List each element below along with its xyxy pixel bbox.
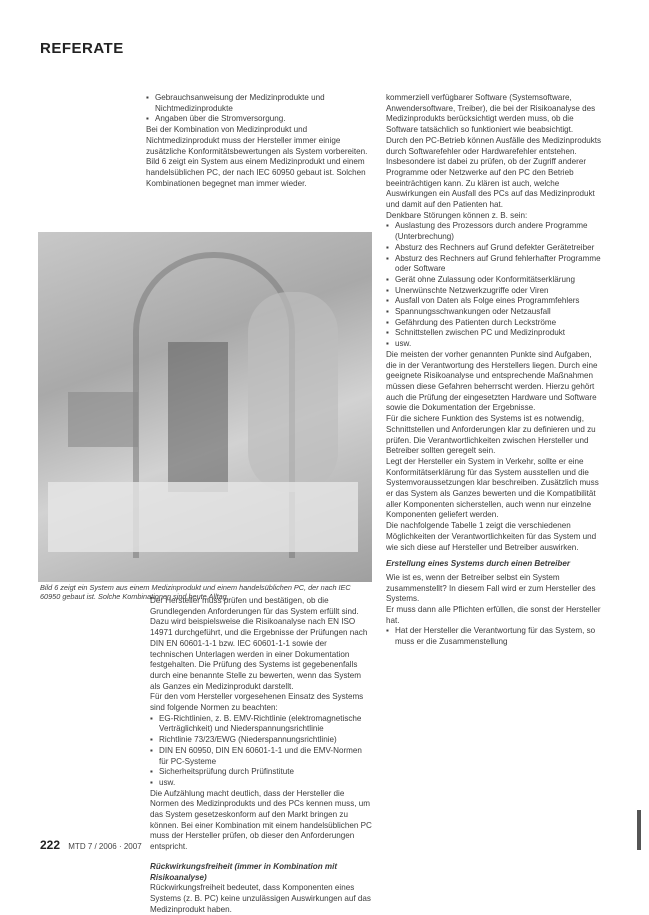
bullet-list [146,93,372,125]
section-label: REFERATE [40,40,124,57]
left-column-bottom [150,596,372,915]
section-heading: Rückwirkungsfreiheit (immer in Kombination mit Risikoanalyse) [150,861,338,882]
paragraph: Wie ist es, wenn der Betreiber selbst ein System zusammenstellt? In diesem Fall wird er zum Hersteller des Systems. [386,572,596,604]
list-item: ▪ Auslastung des Prozessors durch andere Programme (Unterbrechung) [386,221,604,242]
monitor-shape [68,392,138,447]
list-item: ▪ Hat der Hersteller die Verantwortung für das System, so muss er die Zusammenstellung [386,626,604,647]
list-item: ▪ Angaben über die Stromversorgung. [146,114,372,125]
list-item: ▪ usw. [386,339,604,350]
section-heading: Erstellung eines Systems durch einen Betreiber [386,559,570,569]
bullet-list [386,626,604,647]
list-item: ▪ Ausfall von Daten als Folge eines Programmfehlers [386,296,604,307]
list-item: ▪ Sicherheitsprüfung durch Prüfinstitute [150,767,372,778]
paragraph: kommerziell verfügbarer Software (Systemsoftware, Anwendersoftware, Treiber), die bei der Risikoanalyse des Medizinprodukts berücksichtigt werden muss, ob die Software tatsächlich so funktioniert wie beabsichtigt. [386,93,596,135]
paragraph: Die Aufzählung macht deutlich, dass der Hersteller die Normen des Medizinprodukts und des PCs kennen muss, um das System gesetzeskonform auf den Markt bringen zu können. Bei einer Kombination mit einem handelsüblichen PC muss der Hersteller prüfen, ob dieser den Anforderungen entspricht. [150,788,372,852]
paragraph: Die meisten der vorher genannten Punkte sind Aufgaben, die in der Verantwortung des Herstellers liegen. Durch eine geeignete Risikoanalyse und entsprechende Maßnahmen müssen diese Gefahren beherrscht werden. Hierzu gehört auch die Prüfung der eingesetzten Hardware und Software sowie die Dokumentation der Ergebnisse. [386,349,598,413]
page-number: 222 [40,838,61,852]
list-item: ▪ Gebrauchsanweisung der Medizinprodukte und Nichtmedizinprodukte [146,93,372,114]
right-column [386,93,604,648]
bullet-list [386,221,604,349]
list-item: ▪ Absturz des Rechners auf Grund defekter Gerätetreiber [386,243,604,254]
bed-shape [48,482,358,552]
paragraph: Bei der Kombination von Medizinprodukt und Nichtmedizinprodukt muss der Hersteller immer einige zusätzliche Konformitätsbewertungen als System vorbereiten. [146,125,368,156]
list-item: ▪ Gefährdung des Patienten durch Leckströme [386,318,604,329]
list-item: ▪ EG-Richtlinien, z. B. EMV-Richtlinie (elektromagnetische Verträglichkeit) und Niederspannungsrichtlinie [150,714,372,735]
list-item: ▪ usw. [150,778,372,789]
paragraph: Rückwirkungsfreiheit bedeutet, dass Komponenten eines Systems (z. B. PC) keine unzulässigen Auswirkungen auf das Medizinprodukt haben. [150,883,371,914]
bullet-list [150,714,372,789]
list-item: ▪ Absturz des Rechners auf Grund fehlerhafter Programme oder Software [386,254,604,275]
list-item: ▪ Spannungsschwankungen oder Netzausfall [386,307,604,318]
list-item: ▪ DIN EN 60950, DIN EN 60601-1-1 und die EMV-Normen für PC-Systeme [150,746,372,767]
paragraph: Für den vom Hersteller vorgesehenen Einsatz des Systems sind folgende Normen zu beachten: [150,692,364,713]
paragraph: Durch den PC-Betrieb können Ausfälle des Medizinprodukts durch Softwarefehler oder Hardwarefehler entstehen. Insbesondere ist dabei zu prüfen, ob der Zugriff anderer Programme oder Netzwerke auf den PC den Betrieb beeinträchtigen kann. Zu klären ist auch, welche Auswirkungen ein Ausfall des PCs auf das Medizinprodukt und damit auf den Patienten hat. [386,135,602,210]
list-intro: Denkbare Störungen können z. B. sein: [386,210,528,220]
paragraph: Legt der Hersteller ein System in Verkehr, sollte er eine Konformitätserklärung für das System ausstellen und die Systemvoraussetzungen klar beschreiben. Zusätzlich muss er das System als Ganzes bewerten und die Kompatibilität aller Komponenten sicherstellen, auch wenn nur einzelne Komponenten geliefert werden. [386,456,599,520]
edge-mark [637,810,641,850]
paragraph: Für die sichere Funktion des Systems ist es notwendig, Schnittstellen und Anforderungen klar zu definieren und zu prüfen. Die Verantwortlichkeiten zwischen Hersteller und Betreiber sollten geregelt sein. [386,414,596,456]
paragraph: Er muss dann alle Pflichten erfüllen, die sonst der Hersteller hat. [386,605,601,625]
list-item: ▪ Unerwünschte Netzwerkzugriffe oder Viren [386,286,604,297]
device-column [168,342,228,492]
list-item: ▪ Richtlinie 73/23/EWG (Niederspannungsrichtlinie) [150,735,372,746]
list-item: ▪ Gerät ohne Zulassung oder Konformitätserklärung [386,275,604,286]
list-item: ▪ Schnittstellen zwischen PC und Medizinprodukt [386,328,604,339]
paragraph: Die nachfolgende Tabelle 1 zeigt die verschiedenen Möglichkeiten der Verantwortlichkeiten für das System und wie sich diese auf Hersteller und Betreiber auswirken. [386,521,597,552]
publication-label: MTD 7 / 2006 · 2007 [68,842,142,851]
person-shape [248,292,338,492]
paragraph: Der Hersteller muss prüfen und bestätigen, ob die Grundlegenden Anforderungen für das System erfüllt sind. Dazu wird beispielsweise die Risikoanalyse nach EN ISO 14971 durchgeführt, und die Ergebnisse der Prüfungen nach DIN EN 60601-1-1 bzw. IEC 60601-1-1 sowie der technischen Unterlagen werden in einer Dokumentation festgehalten. Die Prüfung des Systems ist gegebenenfalls durch eine benannte Stelle zu bewerten, wenn das System als Ganzes ein Medizinprodukt darstellt. [150,596,368,691]
figure-caption: Bild 6 zeigt ein System aus einem Medizinprodukt und einem handelsüblichen PC, der nach IEC 60950 gebaut ist. Solche Kombinationen sind heute Alltag. [40,583,351,601]
left-column-top [146,93,372,189]
figure-photo [38,232,372,582]
page-footer [40,838,142,852]
paragraph: Bild 6 zeigt ein System aus einem Medizinprodukt und einem handelsüblichen PC, der nach IEC 60950 gebaut ist. Solchen Kombinationen begegnet man immer wieder. [146,157,366,188]
